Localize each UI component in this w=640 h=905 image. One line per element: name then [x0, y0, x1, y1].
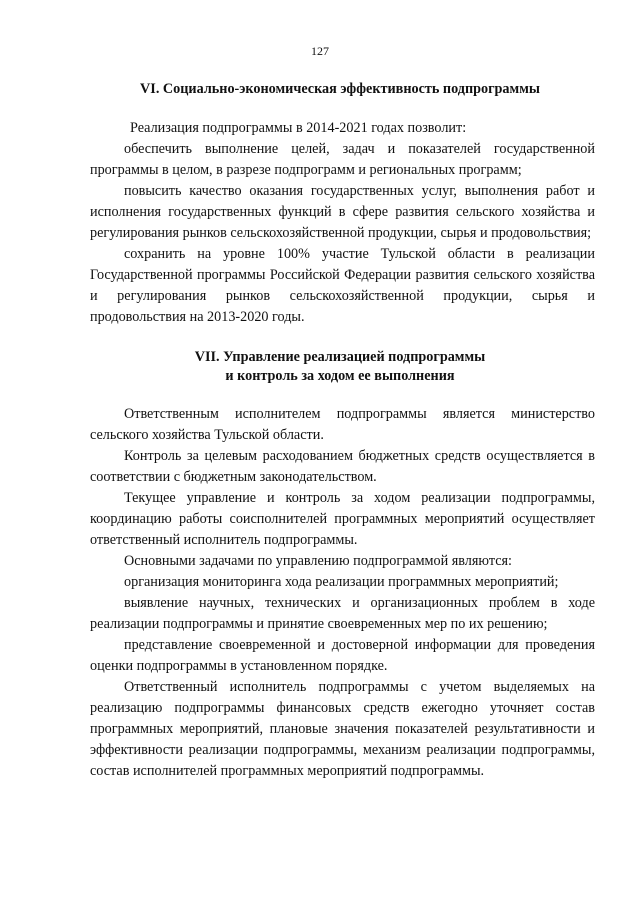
- section-7-paragraph: Контроль за целевым расходованием бюджетных средств осуществляется в соответствии с бюджетным законодательством.: [90, 448, 595, 485]
- section-6-body: [90, 118, 595, 328]
- section-6-paragraph: сохранить на уровне 100% участие Тульской области в реализации Государственной программы Российской Федерации развития сельского хозяйства и регулирования рынков сельскохозяйственной продукции, сырья и продовольствия на 2013-2020 годы.: [90, 246, 595, 325]
- section-7-paragraph: Текущее управление и контроль за ходом реализации подпрограммы, координацию работы соисполнителей программных мероприятий осуществляет ответственный исполнитель подпрограммы.: [90, 490, 595, 548]
- section-7-paragraph: Ответственным исполнителем подпрограммы является министерство сельского хозяйства Тульской области.: [90, 406, 595, 443]
- section-6-paragraph: повысить качество оказания государственных услуг, выполнения работ и исполнения государственных функций в сфере развития сельского хозяйства и регулирования рынков сельскохозяйственной продукции, сырья и продовольствия;: [90, 183, 595, 241]
- section-7-title-line: и контроль за ходом ее выполнения: [225, 368, 455, 384]
- section-7-paragraph: представление своевременной и достоверной информации для проведения оценки подпрограммы в установленном порядке.: [90, 637, 595, 674]
- section-7-paragraph: выявление научных, технических и организационных проблем в ходе реализации подпрограммы и принятие своевременных мер по их решению;: [90, 595, 595, 632]
- section-6-title: VI. Социально-экономическая эффективность подпрограммы: [140, 81, 540, 97]
- page-number: 127: [311, 44, 329, 58]
- section-7-title-line: VII. Управление реализацией подпрограммы: [194, 349, 486, 365]
- section-6-paragraph: Реализация подпрограммы в 2014-2021 годах позволит:: [130, 120, 467, 136]
- section-7-paragraph: Основными задачами по управлению подпрограммой являются:: [124, 553, 512, 569]
- section-6-paragraph: обеспечить выполнение целей, задач и показателей государственной программы в целом, в разрезе подпрограмм и региональных программ;: [90, 141, 595, 178]
- section-7-paragraph: Ответственный исполнитель подпрограммы с учетом выделяемых на реализацию подпрограммы финансовых средств ежегодно уточняет состав программных мероприятий, плановые значения показателей результативности и эффективности реализации подпрограммы, механизм реализации подпрограммы, состав исполнителей программных мероприятий подпрограммы.: [90, 679, 595, 779]
- section-7-body: [90, 404, 595, 782]
- section-7-paragraph: организация мониторинга хода реализации программных мероприятий;: [124, 574, 559, 590]
- section-7-title: [0, 348, 640, 386]
